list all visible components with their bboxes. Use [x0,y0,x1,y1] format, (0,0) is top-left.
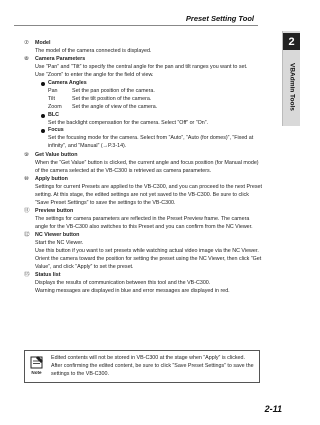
bullet-icon [41,129,45,133]
angle-desc: Set the pan position of the camera. [72,87,155,94]
item-apply-button [24,176,262,208]
item-number: ⑫ [24,232,30,239]
subsection-title: BLC [48,111,59,118]
item-get-value-button [24,152,262,176]
item-body: Displays the results of communication between this tool and the VB-C300. [35,280,211,287]
note-text: Edited contents will not be stored in VB-C300 at the stage when “Apply” is clicked. After confirming the edited content, be sure to click “Save Preset Settings” to save the settings to the VB-C300. [51,355,254,377]
bullet-icon [41,114,45,118]
page-header-title: Preset Setting Tool [185,14,254,23]
item-body: When the “Get Value” button is clicked, the current angle and focus position (for Manual mode) of the camera selected at the VB-C300 is retrieved as camera parameters. [35,159,259,174]
note-box [24,350,260,383]
camera-angle-row-tilt [48,96,262,104]
item-number: ⑧ [24,56,30,63]
item-preview-button [24,208,262,232]
camera-angle-row-pan [48,88,262,96]
note-label: Note [31,370,42,375]
item-body: The settings for camera parameters are reflected in the Preset Preview frame. The camera angle for the VB-C300 also switches to this Preset and you can confirm from the NC Viewer. [35,215,253,230]
item-model [24,40,262,56]
item-status-list [24,272,262,296]
item-title: Get Value button [35,151,78,158]
angle-key: Pan [48,87,58,94]
item-body: Use this button if you want to set presets while watching actual video image via the NC Viewer. Orient the camera toward the position for setting the preset using the NC Viewer, then click “Get Value”, and click “Apply” to set the preset. [35,248,262,270]
angle-key: Zoom [48,103,62,110]
subsection-title: Camera Angles [48,80,87,87]
angle-desc: Set the tilt position of the camera. [72,95,152,102]
chapter-number: 2 [283,33,300,50]
item-number: ⑨ [24,151,30,158]
item-number: ⑬ [24,272,30,279]
chapter-label: VBAdmin Tools [288,63,296,111]
bullet-icon [41,82,45,86]
header-rule [14,25,258,26]
camera-angles-heading [41,80,262,88]
item-nc-viewer-button [24,232,262,272]
focus-body: Set the focusing mode for the camera. Select from “Auto”, “Auto (for domes)”, “Fixed at infinity”, and “Manual” (→P.3-14). [48,135,254,150]
item-body: Use “Pan” and “Tilt” to specify the central angle for the pan and tilt ranges you want to set. [35,64,248,71]
item-title: Status list [35,272,61,279]
item-title: Camera Parameters [35,56,86,63]
angle-desc: Set the angle of view of the camera. [72,103,158,110]
item-body: Start the NC Viewer. [35,240,84,247]
item-number: ⑩ [24,175,30,182]
item-title: Preview button [35,208,74,215]
note-icon-group [28,355,45,379]
item-title: Apply button [35,175,68,182]
item-title: NC Viewer button [35,232,80,239]
item-body: Settings for current Presets are applied to the VB-C300, and you can proceed to the next Preset setting. At this stage, the edited settings are not yet saved to the VB-C300. Be sure to click “Save Preset Settings” to save the settings to the VB-C300. [35,183,262,206]
blc-body: Set the backlight compensation for the camera. Select “Off” or “On”. [48,119,208,126]
main-content [24,40,262,297]
item-body: The model of the camera connected is displayed. [35,47,152,54]
camera-angle-row-zoom [48,104,262,112]
subsection-title: Focus [48,127,64,134]
item-camera-parameters [24,56,262,151]
note-icon [30,355,44,369]
item-body: Use “Zoom” to enter the angle for the field of view. [35,72,154,79]
focus-heading [41,127,262,135]
item-body: Warning messages are displayed in blue and error messages are displayed in red. [35,288,230,295]
angle-key: Tilt [48,95,55,102]
item-number: ⑪ [24,208,30,215]
blc-heading [41,112,262,120]
page-number: 2-11 [264,404,282,414]
item-number: ⑦ [24,40,30,46]
item-title: Model [35,40,51,46]
